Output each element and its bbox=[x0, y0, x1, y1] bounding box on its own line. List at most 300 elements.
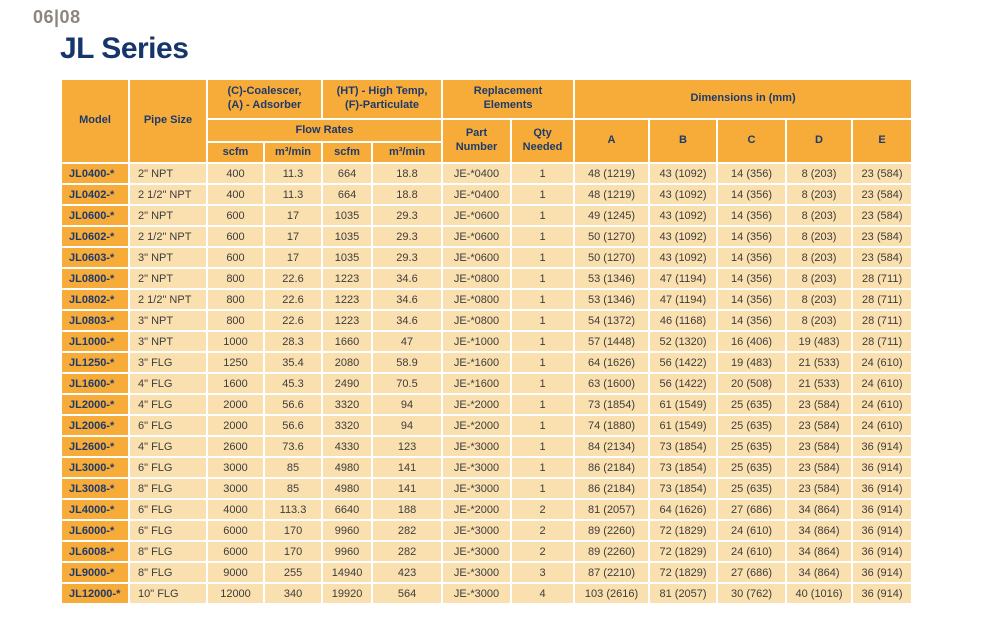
dim-b-cell: 52 (1320) bbox=[650, 332, 716, 351]
qty-needed-cell: 1 bbox=[512, 437, 573, 456]
dim-c-cell: 14 (356) bbox=[718, 164, 785, 183]
dim-a-cell: 86 (2184) bbox=[575, 479, 648, 498]
table-row bbox=[62, 227, 911, 246]
dim-b-cell: 73 (1854) bbox=[650, 479, 716, 498]
qty-needed-cell: 1 bbox=[512, 185, 573, 204]
part-number-cell: JE-*3000 bbox=[443, 542, 510, 561]
qty-needed-cell: 1 bbox=[512, 269, 573, 288]
m3min-coalescer-cell: 170 bbox=[265, 521, 321, 540]
dim-e-cell: 36 (914) bbox=[853, 479, 911, 498]
pipe-size-cell: 2" NPT bbox=[130, 269, 206, 288]
table-body bbox=[62, 164, 911, 603]
pipe-size-cell: 6" FLG bbox=[130, 500, 206, 519]
dim-e-cell: 23 (584) bbox=[853, 248, 911, 267]
part-number-cell: JE-*0400 bbox=[443, 164, 510, 183]
dim-b-cell: 81 (2057) bbox=[650, 584, 716, 603]
model-cell: JL12000-* bbox=[62, 584, 128, 603]
qty-needed-cell: 1 bbox=[512, 332, 573, 351]
dim-c-cell: 25 (635) bbox=[718, 458, 785, 477]
dim-c-cell: 14 (356) bbox=[718, 185, 785, 204]
dim-e-cell: 36 (914) bbox=[853, 458, 911, 477]
scfm-coalescer-cell: 600 bbox=[208, 206, 263, 225]
pipe-size-cell: 2" NPT bbox=[130, 206, 206, 225]
header-high-temp-particulate: (HT) - High Temp, (F)-Particulate bbox=[323, 80, 441, 118]
scfm-coalescer-cell: 600 bbox=[208, 227, 263, 246]
part-number-cell: JE-*3000 bbox=[443, 437, 510, 456]
dim-c-cell: 14 (356) bbox=[718, 311, 785, 330]
dim-d-cell: 23 (584) bbox=[787, 416, 851, 435]
table-row bbox=[62, 563, 911, 582]
scfm-coalescer-cell: 2000 bbox=[208, 416, 263, 435]
m3min-hightemp-cell: 564 bbox=[373, 584, 441, 603]
model-cell: JL2600-* bbox=[62, 437, 128, 456]
qty-needed-cell: 2 bbox=[512, 542, 573, 561]
header-coalescer-adsorber: (C)-Coalescer, (A) - Adsorber bbox=[208, 80, 321, 118]
m3min-hightemp-cell: 29.3 bbox=[373, 206, 441, 225]
scfm-hightemp-cell: 2490 bbox=[323, 374, 371, 393]
qty-needed-cell: 4 bbox=[512, 584, 573, 603]
pipe-size-cell: 3" FLG bbox=[130, 353, 206, 372]
part-number-cell: JE-*0800 bbox=[443, 311, 510, 330]
m3min-hightemp-cell: 423 bbox=[373, 563, 441, 582]
dim-c-cell: 19 (483) bbox=[718, 353, 785, 372]
m3min-hightemp-cell: 282 bbox=[373, 521, 441, 540]
part-number-cell: JE-*1600 bbox=[443, 374, 510, 393]
scfm-hightemp-cell: 4980 bbox=[323, 458, 371, 477]
scfm-hightemp-cell: 1035 bbox=[323, 206, 371, 225]
dim-b-cell: 46 (1168) bbox=[650, 311, 716, 330]
m3min-hightemp-cell: 58.9 bbox=[373, 353, 441, 372]
m3min-hightemp-cell: 141 bbox=[373, 479, 441, 498]
table-row bbox=[62, 206, 911, 225]
dim-a-cell: 48 (1219) bbox=[575, 185, 648, 204]
pipe-size-cell: 10" FLG bbox=[130, 584, 206, 603]
pipe-size-cell: 4" FLG bbox=[130, 437, 206, 456]
header-scfm-coalescer: scfm bbox=[208, 143, 263, 162]
scfm-hightemp-cell: 1035 bbox=[323, 227, 371, 246]
m3min-coalescer-cell: 255 bbox=[265, 563, 321, 582]
m3min-coalescer-cell: 17 bbox=[265, 248, 321, 267]
part-number-cell: JE-*0800 bbox=[443, 269, 510, 288]
table-row bbox=[62, 458, 911, 477]
header-model: Model bbox=[62, 80, 128, 162]
pipe-size-cell: 6" FLG bbox=[130, 416, 206, 435]
model-cell: JL1250-* bbox=[62, 353, 128, 372]
scfm-hightemp-cell: 9960 bbox=[323, 542, 371, 561]
dim-b-cell: 43 (1092) bbox=[650, 185, 716, 204]
dim-c-cell: 20 (508) bbox=[718, 374, 785, 393]
dim-c-cell: 30 (762) bbox=[718, 584, 785, 603]
dim-d-cell: 8 (203) bbox=[787, 227, 851, 246]
dim-a-cell: 50 (1270) bbox=[575, 227, 648, 246]
m3min-coalescer-cell: 22.6 bbox=[265, 311, 321, 330]
dim-c-cell: 14 (356) bbox=[718, 206, 785, 225]
part-number-cell: JE-*3000 bbox=[443, 521, 510, 540]
pipe-size-cell: 3" NPT bbox=[130, 248, 206, 267]
part-number-cell: JE-*2000 bbox=[443, 395, 510, 414]
m3min-coalescer-cell: 85 bbox=[265, 479, 321, 498]
m3min-hightemp-cell: 94 bbox=[373, 416, 441, 435]
dim-d-cell: 8 (203) bbox=[787, 185, 851, 204]
model-cell: JL0802-* bbox=[62, 290, 128, 309]
scfm-hightemp-cell: 4330 bbox=[323, 437, 371, 456]
header-part-number: Part Number bbox=[443, 120, 510, 162]
m3min-coalescer-cell: 17 bbox=[265, 206, 321, 225]
model-cell: JL6008-* bbox=[62, 542, 128, 561]
model-cell: JL0800-* bbox=[62, 269, 128, 288]
pipe-size-cell: 8" FLG bbox=[130, 542, 206, 561]
dim-e-cell: 36 (914) bbox=[853, 437, 911, 456]
dim-c-cell: 16 (406) bbox=[718, 332, 785, 351]
model-cell: JL2000-* bbox=[62, 395, 128, 414]
header-dim-e: E bbox=[853, 120, 911, 162]
dim-c-cell: 24 (610) bbox=[718, 521, 785, 540]
dim-c-cell: 25 (635) bbox=[718, 479, 785, 498]
dim-e-cell: 36 (914) bbox=[853, 500, 911, 519]
dim-a-cell: 54 (1372) bbox=[575, 311, 648, 330]
pipe-size-cell: 2 1/2" NPT bbox=[130, 227, 206, 246]
m3min-hightemp-cell: 34.6 bbox=[373, 290, 441, 309]
part-number-cell: JE-*1600 bbox=[443, 353, 510, 372]
m3min-coalescer-cell: 22.6 bbox=[265, 290, 321, 309]
m3min-coalescer-cell: 35.4 bbox=[265, 353, 321, 372]
m3min-hightemp-cell: 18.8 bbox=[373, 185, 441, 204]
m3min-hightemp-cell: 282 bbox=[373, 542, 441, 561]
model-cell: JL1000-* bbox=[62, 332, 128, 351]
qty-needed-cell: 1 bbox=[512, 374, 573, 393]
header-replacement-elements: Replacement Elements bbox=[443, 80, 573, 118]
dim-e-cell: 28 (711) bbox=[853, 290, 911, 309]
dim-e-cell: 24 (610) bbox=[853, 395, 911, 414]
dim-c-cell: 14 (356) bbox=[718, 269, 785, 288]
dim-d-cell: 34 (864) bbox=[787, 500, 851, 519]
model-cell: JL9000-* bbox=[62, 563, 128, 582]
scfm-hightemp-cell: 1223 bbox=[323, 290, 371, 309]
table-row bbox=[62, 395, 911, 414]
header-pipe-size: Pipe Size bbox=[130, 80, 206, 162]
header-dim-d: D bbox=[787, 120, 851, 162]
dim-d-cell: 19 (483) bbox=[787, 332, 851, 351]
pipe-size-cell: 8" FLG bbox=[130, 563, 206, 582]
dim-b-cell: 56 (1422) bbox=[650, 374, 716, 393]
table-row bbox=[62, 500, 911, 519]
m3min-coalescer-cell: 45.3 bbox=[265, 374, 321, 393]
model-cell: JL3000-* bbox=[62, 458, 128, 477]
dim-a-cell: 64 (1626) bbox=[575, 353, 648, 372]
part-number-cell: JE-*0600 bbox=[443, 227, 510, 246]
dim-b-cell: 73 (1854) bbox=[650, 437, 716, 456]
dim-e-cell: 36 (914) bbox=[853, 563, 911, 582]
m3min-hightemp-cell: 29.3 bbox=[373, 227, 441, 246]
scfm-coalescer-cell: 400 bbox=[208, 185, 263, 204]
dim-c-cell: 27 (686) bbox=[718, 500, 785, 519]
part-number-cell: JE-*0800 bbox=[443, 290, 510, 309]
qty-needed-cell: 1 bbox=[512, 353, 573, 372]
dim-e-cell: 23 (584) bbox=[853, 185, 911, 204]
m3min-hightemp-cell: 188 bbox=[373, 500, 441, 519]
m3min-coalescer-cell: 85 bbox=[265, 458, 321, 477]
scfm-coalescer-cell: 1250 bbox=[208, 353, 263, 372]
dim-b-cell: 72 (1829) bbox=[650, 542, 716, 561]
scfm-hightemp-cell: 1035 bbox=[323, 248, 371, 267]
scfm-hightemp-cell: 3320 bbox=[323, 416, 371, 435]
part-number-cell: JE-*0400 bbox=[443, 185, 510, 204]
scfm-hightemp-cell: 664 bbox=[323, 185, 371, 204]
table-row bbox=[62, 542, 911, 561]
m3min-hightemp-cell: 34.6 bbox=[373, 311, 441, 330]
dim-a-cell: 86 (2184) bbox=[575, 458, 648, 477]
dim-c-cell: 14 (356) bbox=[718, 290, 785, 309]
m3min-coalescer-cell: 340 bbox=[265, 584, 321, 603]
scfm-coalescer-cell: 600 bbox=[208, 248, 263, 267]
header-dim-c: C bbox=[718, 120, 785, 162]
dim-b-cell: 61 (1549) bbox=[650, 395, 716, 414]
model-cell: JL3008-* bbox=[62, 479, 128, 498]
table-row bbox=[62, 164, 911, 183]
dim-c-cell: 14 (356) bbox=[718, 248, 785, 267]
scfm-coalescer-cell: 3000 bbox=[208, 458, 263, 477]
scfm-coalescer-cell: 9000 bbox=[208, 563, 263, 582]
dim-b-cell: 61 (1549) bbox=[650, 416, 716, 435]
model-cell: JL1600-* bbox=[62, 374, 128, 393]
model-cell: JL4000-* bbox=[62, 500, 128, 519]
dim-b-cell: 64 (1626) bbox=[650, 500, 716, 519]
qty-needed-cell: 2 bbox=[512, 521, 573, 540]
m3min-hightemp-cell: 29.3 bbox=[373, 248, 441, 267]
pipe-size-cell: 2 1/2" NPT bbox=[130, 290, 206, 309]
pipe-size-cell: 2 1/2" NPT bbox=[130, 185, 206, 204]
dim-a-cell: 57 (1448) bbox=[575, 332, 648, 351]
dim-a-cell: 103 (2616) bbox=[575, 584, 648, 603]
table-row bbox=[62, 311, 911, 330]
dim-a-cell: 73 (1854) bbox=[575, 395, 648, 414]
dim-d-cell: 23 (584) bbox=[787, 395, 851, 414]
dim-d-cell: 34 (864) bbox=[787, 542, 851, 561]
model-cell: JL0402-* bbox=[62, 185, 128, 204]
dim-a-cell: 74 (1880) bbox=[575, 416, 648, 435]
qty-needed-cell: 2 bbox=[512, 500, 573, 519]
m3min-hightemp-cell: 123 bbox=[373, 437, 441, 456]
dim-c-cell: 14 (356) bbox=[718, 227, 785, 246]
table-row bbox=[62, 290, 911, 309]
qty-needed-cell: 1 bbox=[512, 479, 573, 498]
qty-needed-cell: 1 bbox=[512, 206, 573, 225]
part-number-cell: JE-*3000 bbox=[443, 479, 510, 498]
jl-series-spec-table bbox=[60, 78, 913, 605]
dim-c-cell: 25 (635) bbox=[718, 395, 785, 414]
dim-d-cell: 21 (533) bbox=[787, 374, 851, 393]
dim-a-cell: 63 (1600) bbox=[575, 374, 648, 393]
scfm-hightemp-cell: 9960 bbox=[323, 521, 371, 540]
dim-b-cell: 73 (1854) bbox=[650, 458, 716, 477]
dim-e-cell: 36 (914) bbox=[853, 542, 911, 561]
scfm-coalescer-cell: 4000 bbox=[208, 500, 263, 519]
dim-e-cell: 24 (610) bbox=[853, 353, 911, 372]
scfm-coalescer-cell: 3000 bbox=[208, 479, 263, 498]
dim-b-cell: 56 (1422) bbox=[650, 353, 716, 372]
model-cell: JL6000-* bbox=[62, 521, 128, 540]
part-number-cell: JE-*3000 bbox=[443, 563, 510, 582]
pipe-size-cell: 3" NPT bbox=[130, 311, 206, 330]
qty-needed-cell: 3 bbox=[512, 563, 573, 582]
dim-a-cell: 87 (2210) bbox=[575, 563, 648, 582]
dim-b-cell: 47 (1194) bbox=[650, 290, 716, 309]
m3min-coalescer-cell: 56.6 bbox=[265, 416, 321, 435]
qty-needed-cell: 1 bbox=[512, 395, 573, 414]
dim-b-cell: 43 (1092) bbox=[650, 227, 716, 246]
scfm-coalescer-cell: 2000 bbox=[208, 395, 263, 414]
model-cell: JL0603-* bbox=[62, 248, 128, 267]
qty-needed-cell: 1 bbox=[512, 290, 573, 309]
scfm-coalescer-cell: 2600 bbox=[208, 437, 263, 456]
pipe-size-cell: 6" FLG bbox=[130, 458, 206, 477]
scfm-hightemp-cell: 19920 bbox=[323, 584, 371, 603]
header-flow-rates: Flow Rates bbox=[208, 120, 441, 141]
table-row bbox=[62, 185, 911, 204]
dim-b-cell: 43 (1092) bbox=[650, 248, 716, 267]
scfm-coalescer-cell: 6000 bbox=[208, 542, 263, 561]
qty-needed-cell: 1 bbox=[512, 416, 573, 435]
m3min-coalescer-cell: 11.3 bbox=[265, 185, 321, 204]
dim-e-cell: 28 (711) bbox=[853, 332, 911, 351]
header-m3min-coalescer: m³/min bbox=[265, 143, 321, 162]
part-number-cell: JE-*3000 bbox=[443, 458, 510, 477]
dim-e-cell: 36 (914) bbox=[853, 584, 911, 603]
scfm-hightemp-cell: 664 bbox=[323, 164, 371, 183]
dim-a-cell: 53 (1346) bbox=[575, 290, 648, 309]
dim-d-cell: 34 (864) bbox=[787, 521, 851, 540]
m3min-hightemp-cell: 141 bbox=[373, 458, 441, 477]
pipe-size-cell: 4" FLG bbox=[130, 395, 206, 414]
table-row bbox=[62, 416, 911, 435]
dim-b-cell: 72 (1829) bbox=[650, 563, 716, 582]
table-row bbox=[62, 332, 911, 351]
dim-a-cell: 89 (2260) bbox=[575, 521, 648, 540]
header-dimensions: Dimensions in (mm) bbox=[575, 80, 911, 118]
scfm-hightemp-cell: 14940 bbox=[323, 563, 371, 582]
page-number: 06|08 bbox=[33, 7, 81, 27]
scfm-coalescer-cell: 800 bbox=[208, 269, 263, 288]
pipe-size-cell: 8" FLG bbox=[130, 479, 206, 498]
dim-a-cell: 89 (2260) bbox=[575, 542, 648, 561]
dim-d-cell: 8 (203) bbox=[787, 164, 851, 183]
table-row bbox=[62, 374, 911, 393]
dim-b-cell: 47 (1194) bbox=[650, 269, 716, 288]
model-cell: JL0803-* bbox=[62, 311, 128, 330]
pipe-size-cell: 2" NPT bbox=[130, 164, 206, 183]
scfm-hightemp-cell: 2080 bbox=[323, 353, 371, 372]
dim-d-cell: 8 (203) bbox=[787, 248, 851, 267]
scfm-coalescer-cell: 6000 bbox=[208, 521, 263, 540]
part-number-cell: JE-*0600 bbox=[443, 248, 510, 267]
qty-needed-cell: 1 bbox=[512, 311, 573, 330]
dim-c-cell: 25 (635) bbox=[718, 437, 785, 456]
dim-a-cell: 84 (2134) bbox=[575, 437, 648, 456]
dim-d-cell: 23 (584) bbox=[787, 479, 851, 498]
header-m3min-hightemp: m³/min bbox=[373, 143, 441, 162]
scfm-hightemp-cell: 3320 bbox=[323, 395, 371, 414]
dim-d-cell: 8 (203) bbox=[787, 206, 851, 225]
model-cell: JL0400-* bbox=[62, 164, 128, 183]
header-dim-b: B bbox=[650, 120, 716, 162]
dim-e-cell: 28 (711) bbox=[853, 311, 911, 330]
dim-b-cell: 43 (1092) bbox=[650, 164, 716, 183]
qty-needed-cell: 1 bbox=[512, 458, 573, 477]
dim-a-cell: 50 (1270) bbox=[575, 248, 648, 267]
qty-needed-cell: 1 bbox=[512, 248, 573, 267]
dim-e-cell: 23 (584) bbox=[853, 164, 911, 183]
table-row bbox=[62, 479, 911, 498]
qty-needed-cell: 1 bbox=[512, 164, 573, 183]
model-cell: JL0600-* bbox=[62, 206, 128, 225]
scfm-hightemp-cell: 6640 bbox=[323, 500, 371, 519]
dim-e-cell: 24 (610) bbox=[853, 416, 911, 435]
dim-a-cell: 48 (1219) bbox=[575, 164, 648, 183]
scfm-coalescer-cell: 800 bbox=[208, 290, 263, 309]
header-scfm-hightemp: scfm bbox=[323, 143, 371, 162]
dim-a-cell: 53 (1346) bbox=[575, 269, 648, 288]
table-row bbox=[62, 584, 911, 603]
dim-d-cell: 8 (203) bbox=[787, 311, 851, 330]
m3min-coalescer-cell: 28.3 bbox=[265, 332, 321, 351]
m3min-hightemp-cell: 94 bbox=[373, 395, 441, 414]
scfm-coalescer-cell: 800 bbox=[208, 311, 263, 330]
m3min-coalescer-cell: 170 bbox=[265, 542, 321, 561]
part-number-cell: JE-*3000 bbox=[443, 584, 510, 603]
scfm-hightemp-cell: 1660 bbox=[323, 332, 371, 351]
header-qty-needed: Qty Needed bbox=[512, 120, 573, 162]
header-dim-a: A bbox=[575, 120, 648, 162]
dim-a-cell: 49 (1245) bbox=[575, 206, 648, 225]
pipe-size-cell: 3" NPT bbox=[130, 332, 206, 351]
scfm-coalescer-cell: 1600 bbox=[208, 374, 263, 393]
m3min-hightemp-cell: 18.8 bbox=[373, 164, 441, 183]
table-row bbox=[62, 437, 911, 456]
dim-b-cell: 72 (1829) bbox=[650, 521, 716, 540]
dim-b-cell: 43 (1092) bbox=[650, 206, 716, 225]
m3min-coalescer-cell: 17 bbox=[265, 227, 321, 246]
scfm-hightemp-cell: 4980 bbox=[323, 479, 371, 498]
dim-d-cell: 8 (203) bbox=[787, 269, 851, 288]
dim-c-cell: 25 (635) bbox=[718, 416, 785, 435]
m3min-coalescer-cell: 56.6 bbox=[265, 395, 321, 414]
pipe-size-cell: 6" FLG bbox=[130, 521, 206, 540]
dim-e-cell: 36 (914) bbox=[853, 521, 911, 540]
m3min-hightemp-cell: 34.6 bbox=[373, 269, 441, 288]
dim-d-cell: 34 (864) bbox=[787, 563, 851, 582]
table-header bbox=[62, 80, 911, 162]
pipe-size-cell: 4" FLG bbox=[130, 374, 206, 393]
dim-e-cell: 23 (584) bbox=[853, 206, 911, 225]
table-row bbox=[62, 269, 911, 288]
model-cell: JL0602-* bbox=[62, 227, 128, 246]
scfm-coalescer-cell: 1000 bbox=[208, 332, 263, 351]
scfm-coalescer-cell: 12000 bbox=[208, 584, 263, 603]
table-row bbox=[62, 248, 911, 267]
page-title: JL Series bbox=[60, 32, 189, 65]
dim-d-cell: 8 (203) bbox=[787, 290, 851, 309]
scfm-coalescer-cell: 400 bbox=[208, 164, 263, 183]
m3min-hightemp-cell: 47 bbox=[373, 332, 441, 351]
dim-c-cell: 24 (610) bbox=[718, 542, 785, 561]
part-number-cell: JE-*0600 bbox=[443, 206, 510, 225]
model-cell: JL2006-* bbox=[62, 416, 128, 435]
scfm-hightemp-cell: 1223 bbox=[323, 311, 371, 330]
dim-e-cell: 23 (584) bbox=[853, 227, 911, 246]
dim-d-cell: 40 (1016) bbox=[787, 584, 851, 603]
dim-d-cell: 21 (533) bbox=[787, 353, 851, 372]
m3min-coalescer-cell: 22.6 bbox=[265, 269, 321, 288]
